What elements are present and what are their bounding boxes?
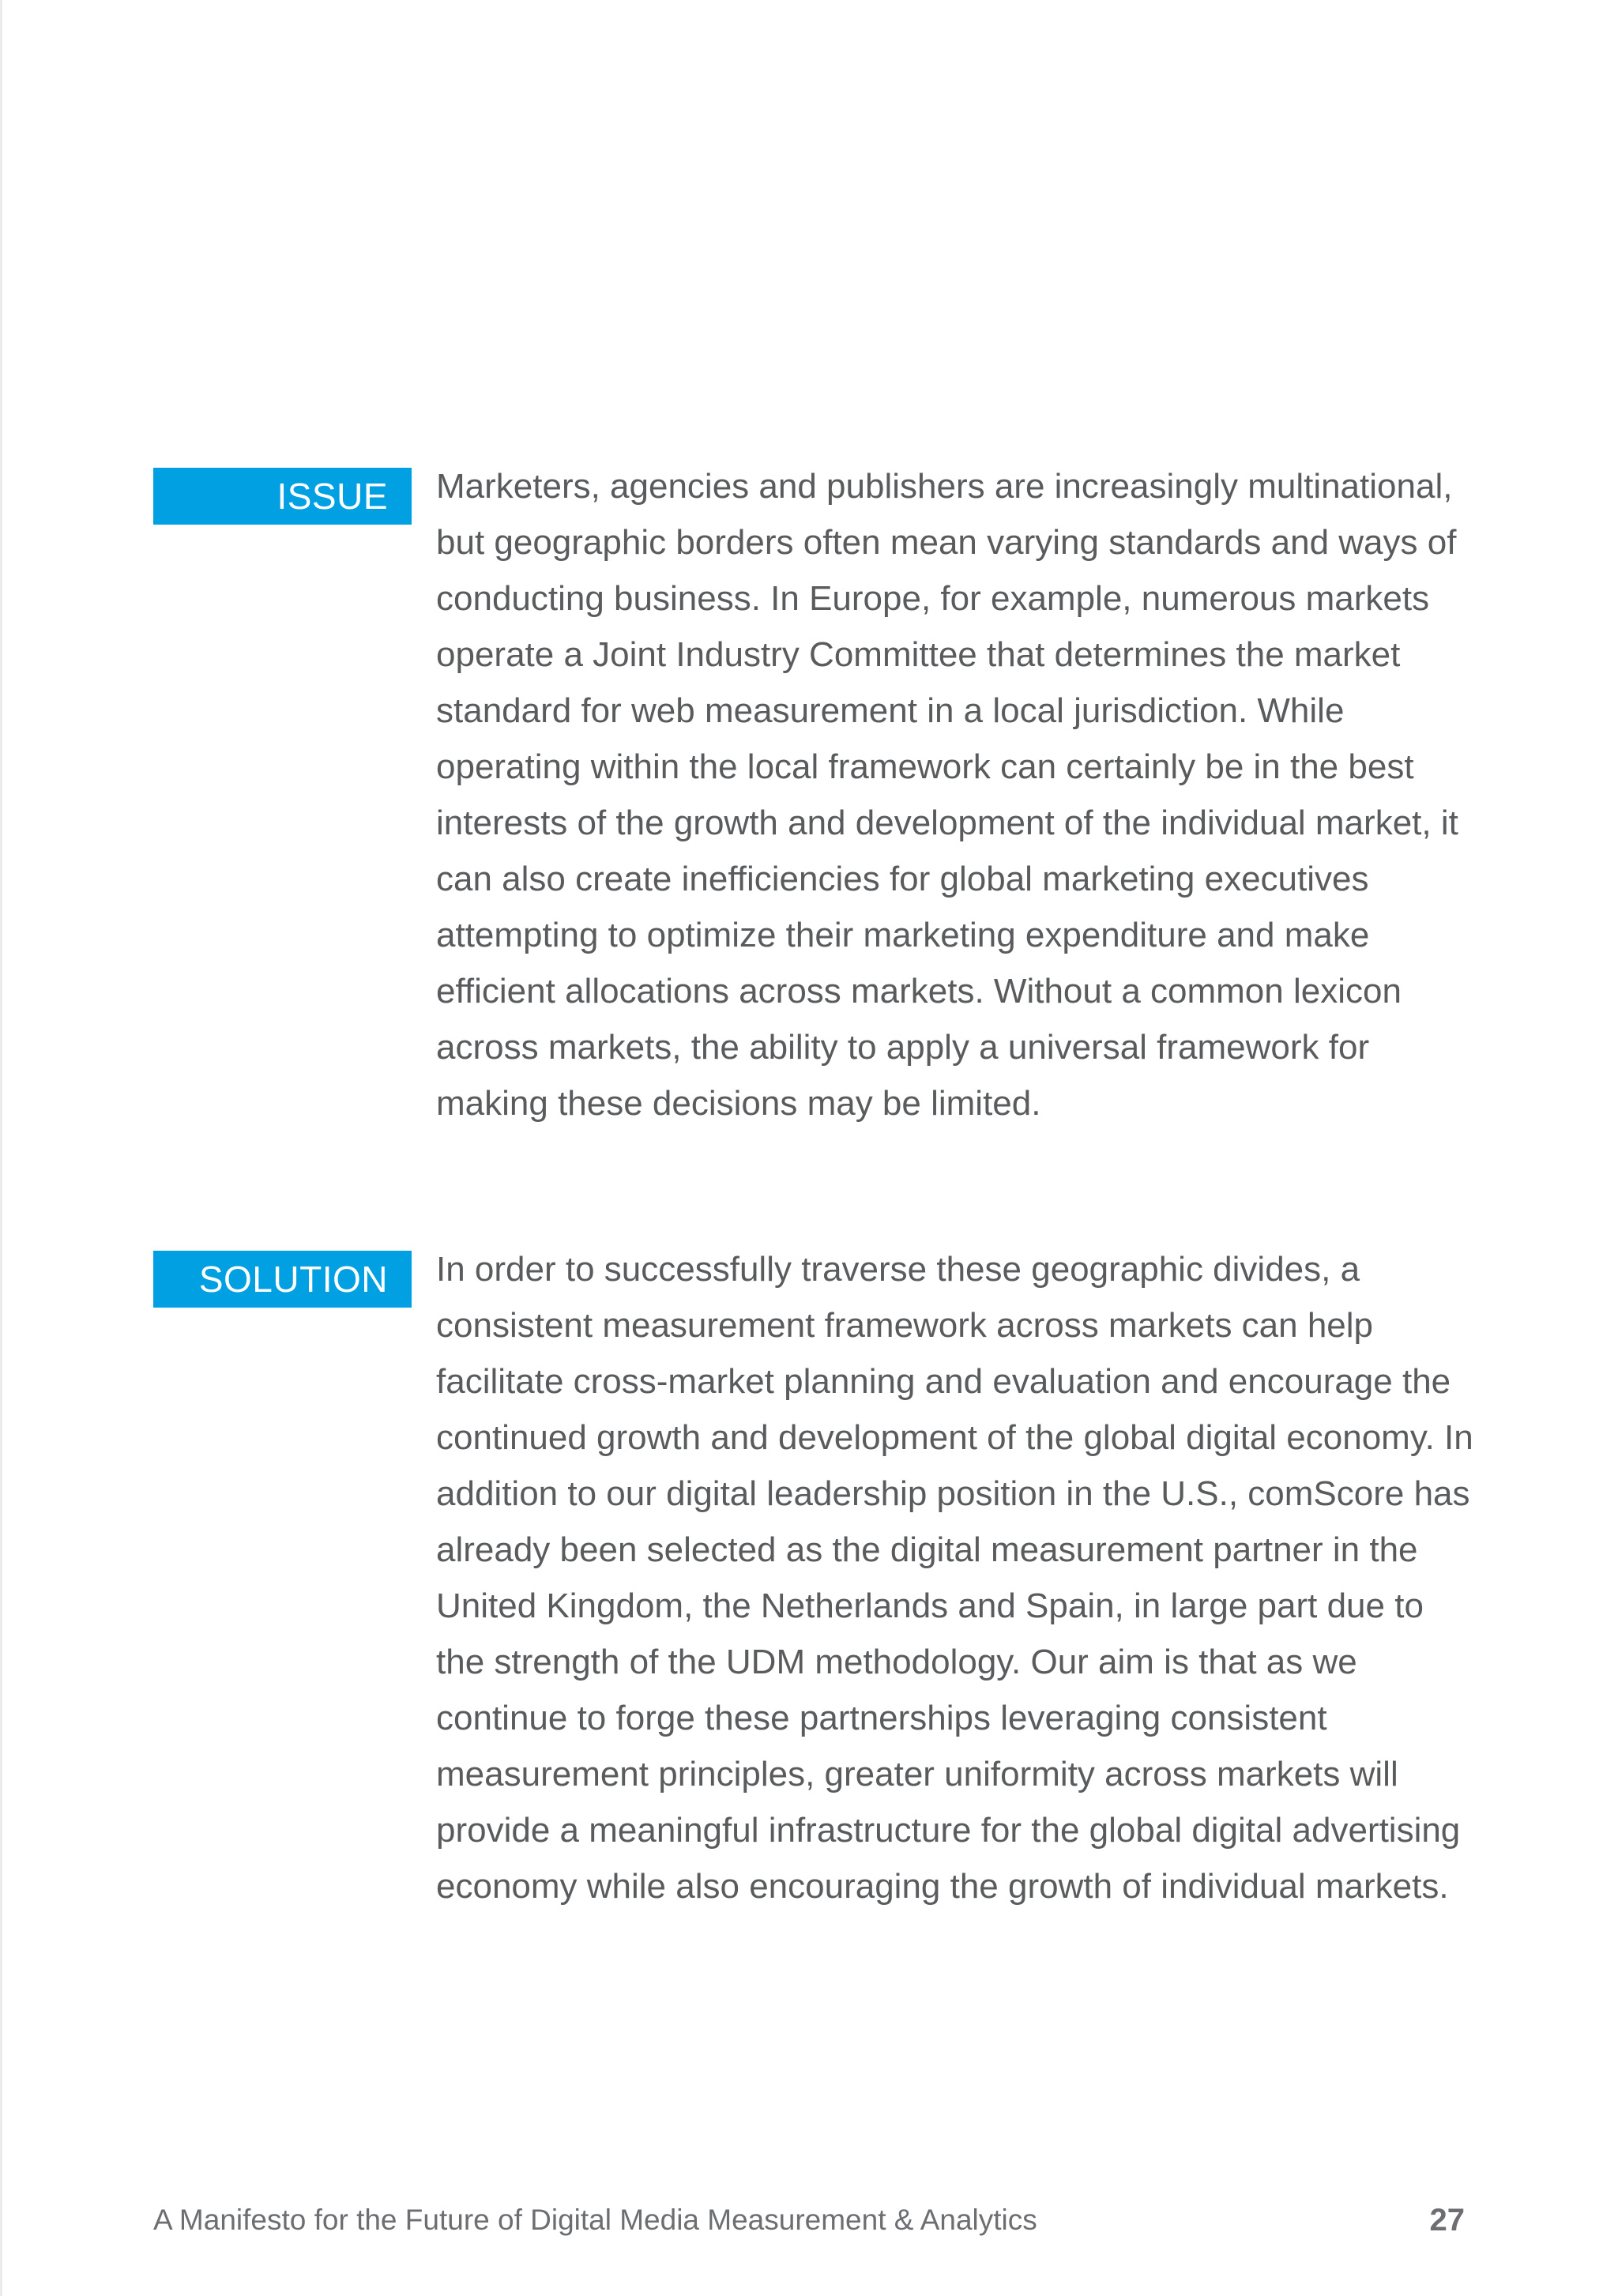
issue-label: ISSUE [153, 468, 412, 525]
page-footer [153, 2196, 1465, 2244]
page-edge [0, 0, 2, 2296]
issue-text: Marketers, agencies and publishers are increasingly multinational, but geographic borders often mean varying standards and ways of conducting business. In Europe, for example, numerous markets operate a Joint Industry Committee that determines the market standard for web measurement in a local jurisdiction. While operating within the local framework can certainly be in the best interests of the growth and development of the individual market, it can also create inefficiencies for global marketing executives attempting to optimize their marketing expenditure and make efficient allocations across markets. Without a common lexicon across markets, the ability to apply a universal framework for making these decisions may be limited. [436, 467, 1458, 1123]
footer-title: A Manifesto for the Future of Digital Media Measurement & Analytics [153, 2204, 1037, 2236]
solution-text: In order to successfully traverse these geographic divides, a consistent measurement framework across markets can help facilitate cross-market planning and evaluation and encourage the continued growth and development of the global digital economy. In addition to our digital leadership position in the U.S., comScore has already been selected as the digital measurement partner in the United Kingdom, the Netherlands and Spain, in large part due to the strength of the UDM methodology. Our aim is that as we continue to forge these partnerships leveraging consistent measurement principles, greater uniformity across markets will provide a meaningful infrastructure for the global digital advertising economy while also encouraging the growth of individual markets. [436, 1250, 1473, 1906]
solution-label: SOLUTION [153, 1251, 412, 1308]
page-number: 27 [1429, 2203, 1465, 2238]
